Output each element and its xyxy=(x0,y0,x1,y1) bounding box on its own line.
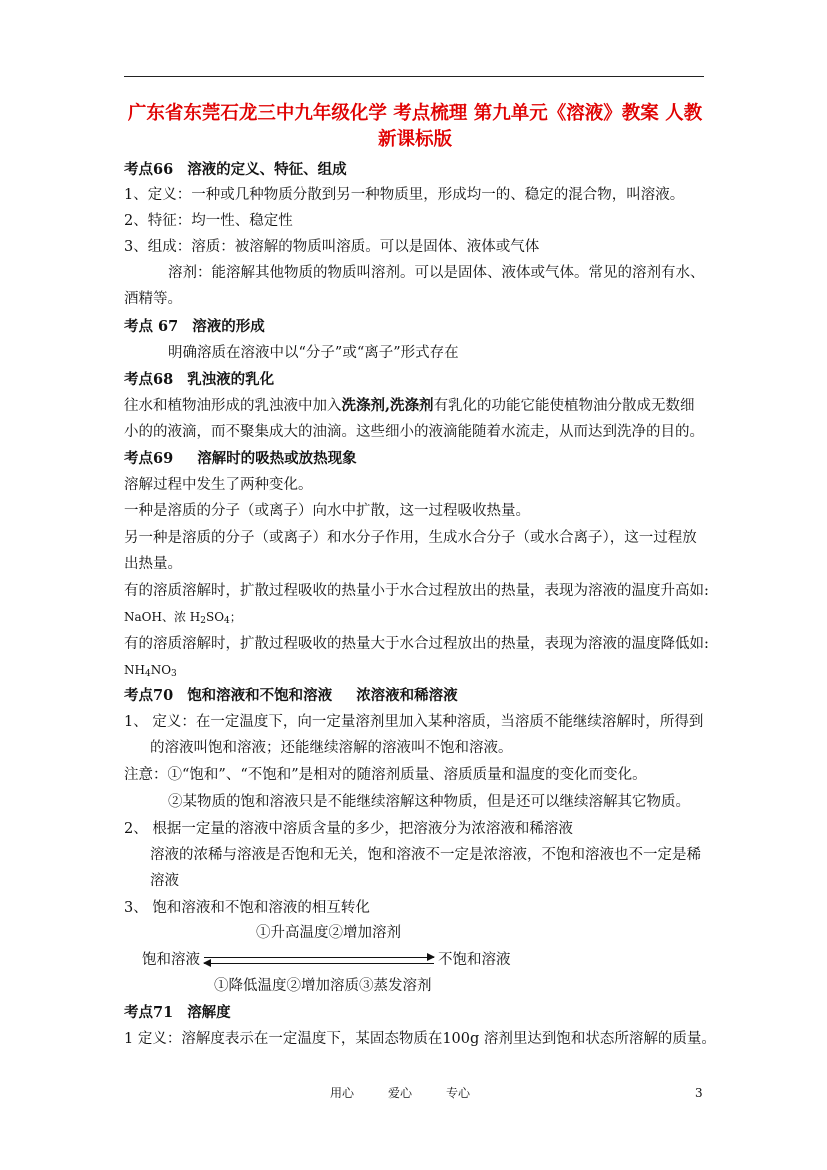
footer-text-1: 用心 xyxy=(330,1086,355,1100)
formula-text: NaOH、浓 H xyxy=(124,610,201,624)
formula-line xyxy=(124,607,242,631)
emphasis-text: 洗涤剂,洗涤剂 xyxy=(341,397,434,414)
paragraph: 酒精等。 xyxy=(124,291,182,307)
subscript: 2 xyxy=(200,616,206,626)
formula-text: ； xyxy=(229,610,242,624)
footer-text-3: 专心 xyxy=(446,1086,471,1100)
paragraph: 3、组成：溶质：被溶解的物质叫溶质。可以是固体、液体或气体 xyxy=(124,239,540,255)
paragraph: 有的溶质溶解时，扩散过程吸收的热量大于水合过程放出的热量，表现为溶液的温度降低如: xyxy=(124,636,709,652)
formula-text: NH xyxy=(124,663,145,677)
paragraph: 2、特征：均一性、稳定性 xyxy=(124,213,293,229)
conversion-left-label: 饱和溶液 xyxy=(142,952,200,968)
paragraph: 出热量。 xyxy=(124,556,182,572)
paragraph: 溶剂：能溶解其他物质的物质叫溶剂。可以是固体、液体或气体。常见的溶剂有水、 xyxy=(168,265,705,281)
footer-text-2: 爱心 xyxy=(388,1086,413,1100)
paragraph: 溶解过程中发生了两种变化。 xyxy=(124,477,313,493)
formula-text: SO xyxy=(205,610,225,624)
text-run: 往水和植物油形成的乳浊液中加入 xyxy=(124,398,342,414)
section-number: 考点69 xyxy=(124,450,174,467)
paragraph xyxy=(124,396,695,416)
paragraph: 1 定义：溶解度表示在一定温度下，某固态物质在100g 溶剂里达到饱和状态所溶解的质量。 xyxy=(124,1031,716,1047)
arrow-right-icon xyxy=(204,957,434,958)
section-title: 饱和溶液和不饱和溶液 xyxy=(187,687,333,704)
paragraph: 有的溶质溶解时，扩散过程吸收的热量小于水合过程放出的热量，表现为溶液的温度升高如: xyxy=(124,583,709,599)
section-heading-66 xyxy=(124,160,347,180)
paragraph: 小的的液滴，而不聚集成大的油滴。这些细小的液滴能随着水流走，从而达到洗净的目的。 xyxy=(124,424,704,440)
subscript: 3 xyxy=(171,669,177,679)
paragraph: 另一种是溶质的分子（或离子）和水分子作用，生成水合分子（或水合离子），这一过程放 xyxy=(124,530,697,546)
section-title: 溶液的形成 xyxy=(192,318,265,335)
section-number: 考点66 xyxy=(124,161,174,178)
arrow-left-icon xyxy=(204,963,434,964)
paragraph: ②某物质的饱和溶液只是不能继续溶解这种物质，但是还可以继续溶解其它物质。 xyxy=(168,794,690,810)
section-number: 考点71 xyxy=(124,1004,174,1021)
section-number: 考点68 xyxy=(124,371,174,388)
section-title: 溶液的定义、特征、组成 xyxy=(187,161,347,178)
text-run: 有乳化的功能它能使植物油分散成无数细 xyxy=(433,398,695,414)
section-title: 溶解时的吸热或放热现象 xyxy=(197,450,357,467)
paragraph: 注意：①“饱和”、“不饱和”是相对的随溶剂质量、溶质质量和温度的变化而变化。 xyxy=(124,767,647,783)
section-number: 考点70 xyxy=(124,687,174,704)
paragraph: 1、定义：一种或几种物质分散到另一种物质里，形成均一的、稳定的混合物，叫溶液。 xyxy=(124,187,685,203)
document-title: 广东省东莞石龙三中九年级化学 考点梳理 第九单元《溶液》教案 人教新课标版 xyxy=(127,103,703,150)
subscript: 4 xyxy=(144,669,151,679)
paragraph: 溶液 xyxy=(150,873,179,889)
section-title: 溶解度 xyxy=(187,1004,231,1021)
page-number: 3 xyxy=(695,1086,703,1100)
section-heading-67 xyxy=(124,317,265,337)
paragraph: 2、 根据一定量的溶液中溶质含量的多少，把溶液分为浓溶液和稀溶液 xyxy=(124,821,573,837)
paragraph: 的溶液叫饱和溶液；还能继续溶解的溶液叫不饱和溶液。 xyxy=(150,740,513,756)
conversion-right-label: 不饱和溶液 xyxy=(438,952,511,968)
section-title: 乳浊液的乳化 xyxy=(187,371,275,388)
section-heading-69 xyxy=(124,449,357,469)
paragraph: 溶液的浓稀与溶液是否饱和无关，饱和溶液不一定是浓溶液，不饱和溶液也不一定是稀 xyxy=(150,847,701,863)
section-heading-70 xyxy=(124,686,458,706)
conversion-top-label: ①升高温度②增加溶剂 xyxy=(256,925,401,941)
paragraph: 一种是溶质的分子（或离子）向水中扩散，这一过程吸收热量。 xyxy=(124,503,530,519)
section-heading-71 xyxy=(124,1003,231,1023)
header-rule xyxy=(124,76,704,77)
conversion-bottom-label: ①降低温度②增加溶质③蒸发溶剂 xyxy=(214,978,432,994)
section-heading-68 xyxy=(124,370,274,390)
paragraph: 3、 饱和溶液和不饱和溶液的相互转化 xyxy=(124,900,370,916)
paragraph: 1、 定义：在一定温度下，向一定量溶剂里加入某种溶质，当溶质不能继续溶解时，所得到 xyxy=(124,714,704,730)
formula-text: NO xyxy=(150,663,172,677)
section-number: 考点 67 xyxy=(124,318,179,335)
formula-line xyxy=(124,660,177,684)
section-title-2: 浓溶液和稀溶液 xyxy=(356,687,458,704)
subscript: 4 xyxy=(224,616,230,626)
paragraph: 明确溶质在溶液中以“分子”或“离子”形式存在 xyxy=(168,345,459,361)
